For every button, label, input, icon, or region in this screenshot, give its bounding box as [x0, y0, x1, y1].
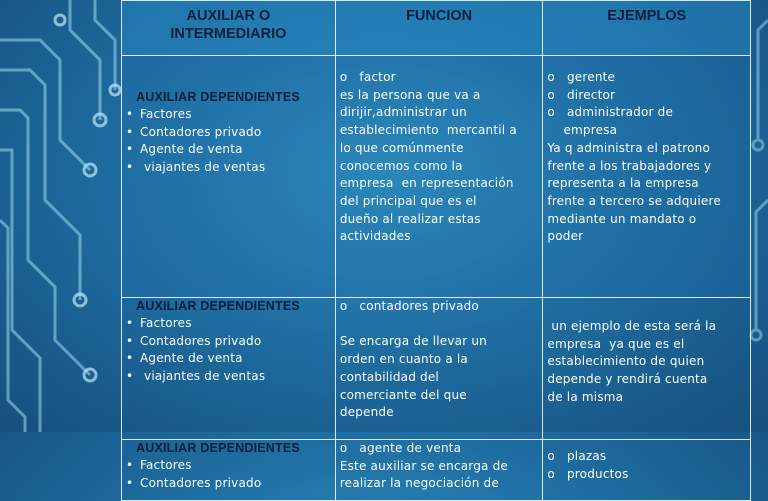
list-item: • viajantes de ventas	[126, 160, 266, 175]
text-line: o director	[547, 87, 616, 102]
auxiliar-title: AUXILIAR DEPENDIENTES	[136, 299, 300, 313]
list-item: • viajantes de ventas	[126, 369, 266, 384]
text-line: o plazas	[547, 449, 607, 463]
list-item: • Factores	[126, 316, 192, 330]
auxiliar-title: AUXILIAR DEPENDIENTES	[136, 441, 300, 455]
text-line: depende	[339, 405, 394, 420]
list-item: • Factores	[126, 107, 192, 121]
funcion-cell	[335, 298, 543, 440]
text-line	[547, 440, 746, 448]
ejemplos-cell	[543, 56, 751, 298]
auxiliar-cell	[122, 56, 336, 298]
text-line: depende y rendirá cuenta	[547, 372, 708, 387]
list-item: • Contadores privado	[126, 333, 262, 348]
content-table	[121, 0, 751, 491]
funcion-cell	[335, 56, 543, 298]
text-line: Ya q administra el patrono	[547, 140, 711, 155]
text-line: empresa en representación	[339, 176, 514, 191]
header-funcion: FUNCION	[335, 1, 543, 56]
text-line: empresa	[547, 123, 618, 138]
text-line: frente a tercero se adquiere	[547, 193, 721, 208]
table-row	[122, 56, 751, 298]
list-item: • Contadores privado	[126, 475, 262, 490]
ejemplos-cell	[543, 440, 751, 501]
text-line: o contadores privado	[339, 299, 479, 313]
list-item: • Factores	[126, 458, 192, 472]
text-line: del principal que es el	[339, 193, 477, 208]
text-line: o agente de venta	[339, 441, 462, 455]
funcion-cell	[335, 440, 543, 501]
table-row	[122, 440, 751, 501]
text-line: poder	[547, 229, 584, 244]
text-line: mediante un mandato o	[547, 211, 697, 226]
text-line: de la misma	[547, 389, 624, 404]
auxiliar-cell	[122, 298, 336, 440]
text-line: o gerente	[547, 70, 616, 84]
text-line: o productos	[547, 466, 629, 481]
header-auxiliar: AUXILIAR O INTERMEDIARIO	[122, 1, 336, 56]
text-line: Se encarga de llevar un	[339, 334, 487, 349]
table-header-row	[122, 1, 751, 56]
list-item: • Agente de venta	[126, 142, 243, 157]
text-line: un ejemplo de esta será la	[547, 319, 717, 333]
text-line: orden en cuanto a la	[339, 352, 468, 367]
text-line: comerciante del que	[339, 387, 467, 402]
text-line: conocemos como la	[339, 158, 463, 173]
text-line: contabilidad del	[339, 369, 439, 384]
text-line: dueño al realizar estas	[339, 211, 481, 226]
text-line: establecimiento de quien	[547, 354, 705, 369]
text-line: Este auxiliar se encarga de	[339, 458, 509, 473]
text-line: o administrador de	[547, 105, 674, 120]
header-ejemplos: EJEMPLOS	[543, 1, 751, 56]
text-line: frente a los trabajadores y	[547, 158, 712, 173]
text-line: representa a la empresa	[547, 176, 699, 191]
text-line: es la persona que va a	[339, 87, 481, 102]
text-line: lo que comúnmente	[339, 140, 464, 155]
text-line: o factor	[339, 70, 396, 84]
list-item: • Contadores privado	[126, 124, 262, 139]
auxiliar-title: AUXILIAR DEPENDIENTES	[136, 90, 300, 104]
text-line: actividades	[339, 229, 411, 244]
text-line	[340, 316, 539, 334]
list-item: • Agente de venta	[126, 351, 243, 366]
auxiliar-cell	[122, 440, 336, 501]
text-line: dirijir,administrar un	[339, 105, 467, 120]
text-line: empresa ya que es el	[547, 336, 685, 351]
text-line: establecimiento mercantil a	[339, 123, 517, 138]
text-line: realizar la negociación de	[339, 476, 499, 491]
table-row	[122, 298, 751, 440]
ejemplos-cell	[543, 298, 751, 440]
